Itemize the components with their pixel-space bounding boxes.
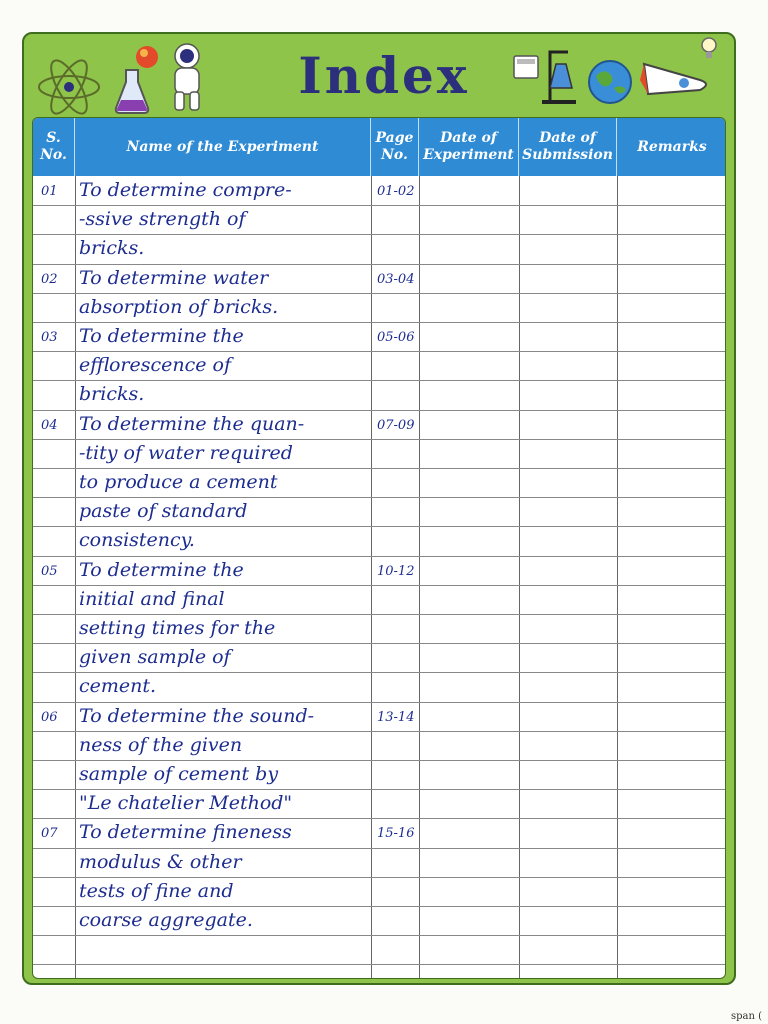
header-date-experiment: Date of Experiment (419, 118, 519, 176)
experiment-page: 10-12 (377, 563, 415, 579)
index-table (32, 117, 726, 979)
corner-text: span ( (730, 1011, 762, 1022)
ruled-line (33, 906, 726, 907)
experiment-name-line: sample of cement by (79, 763, 279, 785)
column-divider (519, 176, 520, 979)
ruled-line (33, 556, 726, 557)
table-header (33, 118, 726, 176)
experiment-name-line: paste of standard (79, 500, 248, 523)
ruled-line (33, 789, 726, 790)
ruled-line (33, 264, 726, 265)
experiment-number: 06 (41, 709, 58, 725)
experiment-name-line: cement. (79, 675, 157, 698)
experiment-name-line: -tity of water required (79, 441, 293, 464)
ruled-line (33, 439, 726, 440)
experiment-name-line: To determine water (79, 266, 269, 289)
ruled-line (33, 234, 726, 235)
header-sno: S. No. (33, 118, 75, 176)
ruled-line (33, 585, 726, 586)
globe-icon (586, 58, 634, 106)
experiment-name-line: tests of fine and (79, 879, 234, 902)
experiment-page: 15-16 (377, 826, 415, 842)
experiment-name-line: given sample of (79, 646, 231, 669)
ruled-line (33, 643, 726, 644)
experiment-name-line: modulus & other (79, 850, 242, 873)
experiment-number: 05 (41, 563, 58, 579)
ruled-line (33, 935, 726, 936)
header-date-submission: Date of Submission (519, 118, 617, 176)
experiment-name-line: efflorescence of (79, 354, 232, 377)
ruled-line (33, 964, 726, 965)
ruled-line (33, 848, 726, 849)
experiment-name-line: bricks. (79, 237, 145, 260)
experiment-name-line: "Le chatelier Method" (79, 792, 293, 815)
ruled-line (33, 760, 726, 761)
experiment-name-line: To determine the (79, 325, 244, 347)
ruled-line (33, 818, 726, 819)
experiment-number: 04 (41, 417, 58, 433)
experiment-name-line: To determine compre- (79, 179, 292, 201)
ruled-line (33, 526, 726, 527)
experiment-name-line: absorption of bricks. (79, 295, 279, 318)
experiment-page: 03-04 (377, 271, 415, 287)
column-divider (75, 176, 76, 979)
ruled-line (33, 322, 726, 323)
experiment-name-line: To determine the sound- (79, 704, 315, 727)
page-title: Index (298, 46, 470, 105)
header-page: Page No. (371, 118, 419, 176)
experiment-name-line: to produce a cement (79, 471, 278, 493)
experiment-page: 01-02 (377, 184, 415, 199)
ruled-line (33, 351, 726, 352)
experiment-number: 01 (41, 184, 58, 199)
experiment-page: 07-09 (377, 417, 415, 433)
experiment-name-line: To determine the quan- (79, 412, 305, 435)
header-remarks: Remarks (637, 138, 707, 155)
ruled-line (33, 468, 726, 469)
ruled-line (33, 672, 726, 673)
experiment-name-line: setting times for the (79, 617, 276, 639)
experiment-name-line: initial and final (79, 587, 225, 610)
experiment-page: 05-06 (377, 330, 415, 345)
ruled-line (33, 293, 726, 294)
ruled-line (33, 380, 726, 381)
experiment-name-line: bricks. (79, 383, 145, 406)
ruled-line (33, 205, 726, 206)
experiment-name-line: To determine fineness (79, 821, 292, 844)
microscope-icon (534, 42, 584, 108)
ruled-line (33, 410, 726, 411)
experiment-number: 07 (41, 826, 58, 842)
lightbulb-icon (700, 36, 718, 60)
ruled-line (33, 731, 726, 732)
experiment-name-line: consistency. (79, 529, 195, 552)
experiment-name-line: ness of the given (79, 733, 243, 756)
header-name: Name of the Experiment (75, 118, 371, 176)
experiment-name-line: coarse aggregate. (79, 909, 253, 931)
experiment-name-line: -ssive strength of (79, 208, 246, 231)
column-divider (617, 176, 618, 979)
ruled-line (33, 877, 726, 878)
table-body (33, 176, 726, 979)
column-divider (371, 176, 372, 979)
experiment-number: 02 (41, 271, 58, 287)
ruled-line (33, 614, 726, 615)
experiment-number: 03 (41, 330, 58, 345)
ruled-line (33, 702, 726, 703)
experiment-name-line: To determine the (79, 558, 244, 581)
column-divider (419, 176, 420, 979)
ruled-line (33, 497, 726, 498)
experiment-page: 13-14 (377, 709, 415, 725)
